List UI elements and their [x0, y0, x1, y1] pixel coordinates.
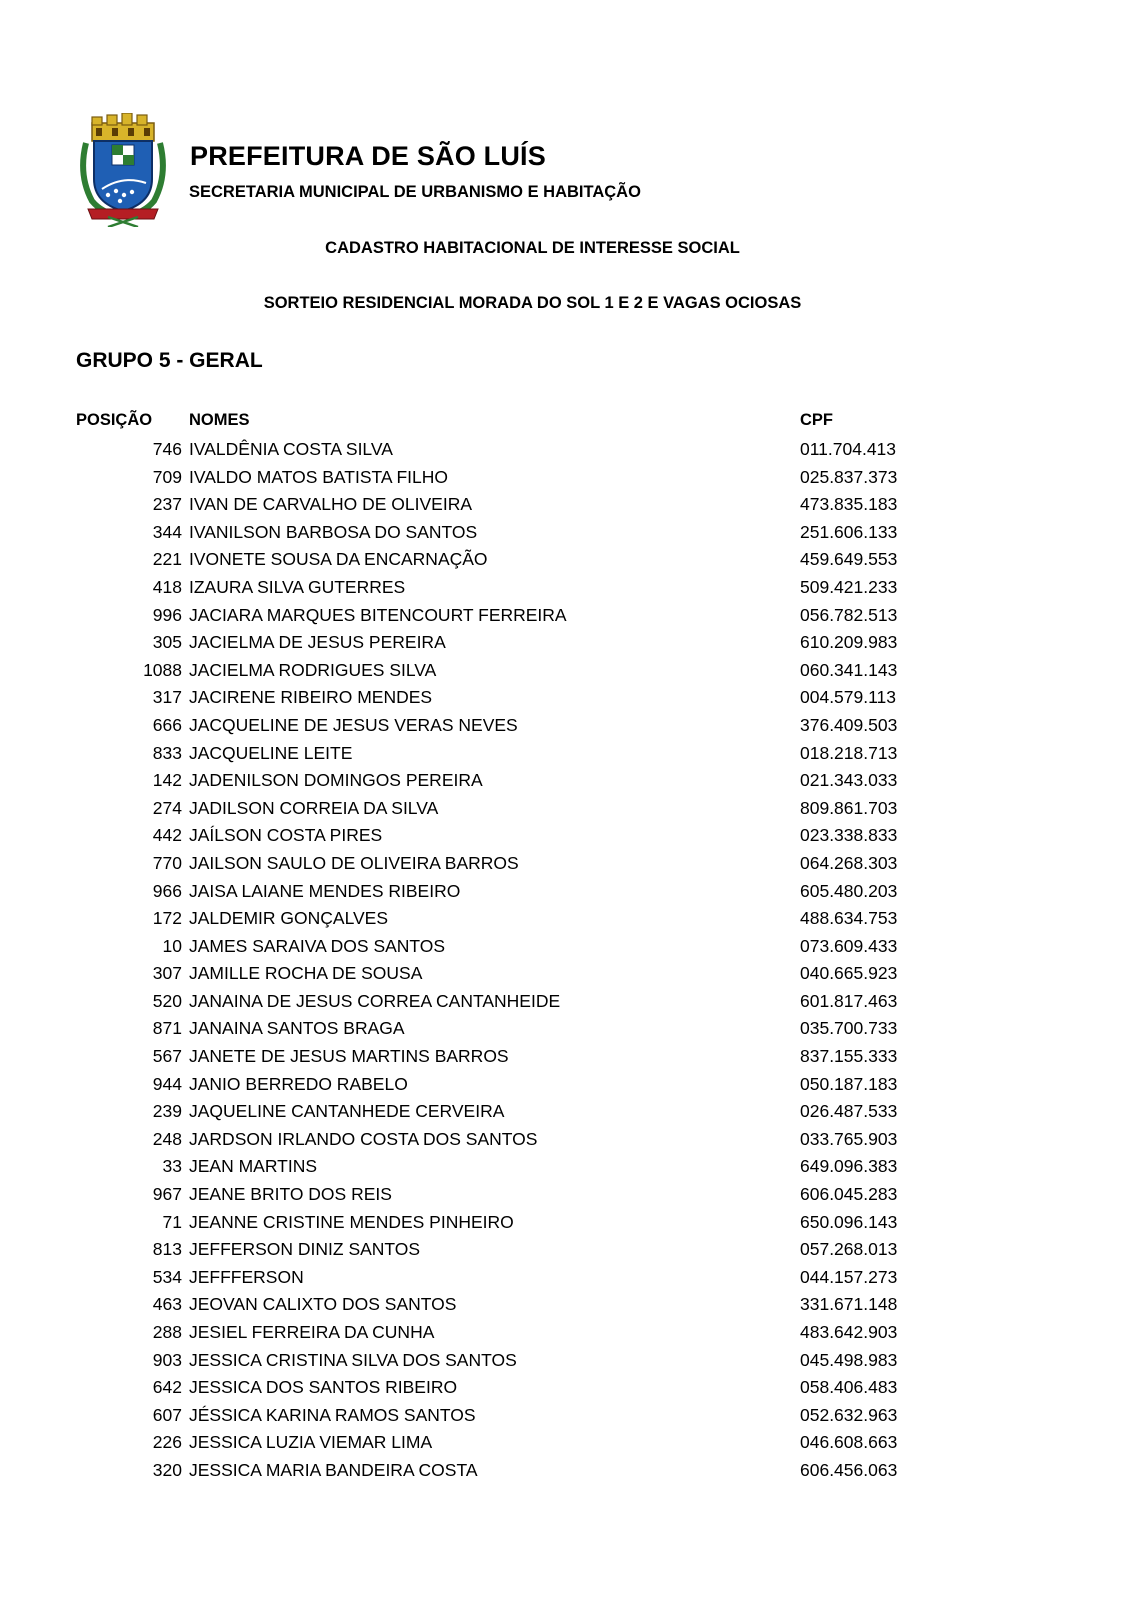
table-row: [0, 1429, 1131, 1457]
table-row: [0, 1071, 1131, 1099]
row-position: 871: [152, 1018, 182, 1039]
table-row: [0, 878, 1131, 906]
row-cpf: 046.608.663: [800, 1432, 898, 1453]
table-row: [0, 905, 1131, 933]
table-row: [0, 491, 1131, 519]
row-cpf: 606.456.063: [800, 1459, 898, 1480]
row-position: 237: [152, 494, 182, 515]
row-cpf: 606.045.283: [800, 1184, 898, 1205]
row-position: 746: [152, 439, 182, 459]
row-name: IZAURA SILVA GUTERRES: [189, 576, 406, 597]
table-row: [0, 657, 1131, 685]
row-cpf: 023.338.833: [800, 825, 898, 846]
row-name: JEAN MARTINS: [189, 1156, 318, 1177]
table-row: [0, 1374, 1131, 1402]
row-cpf: 050.187.183: [800, 1073, 898, 1094]
row-name: JACQUELINE LEITE: [189, 742, 353, 763]
row-name: JEANE BRITO DOS REIS: [189, 1184, 392, 1205]
column-header-name: NOMES: [189, 411, 250, 429]
row-position: 10: [162, 935, 182, 956]
table-row: [0, 1209, 1131, 1237]
row-cpf: 509.421.233: [800, 576, 898, 597]
table-row: [0, 822, 1131, 850]
row-name: JACIELMA RODRIGUES SILVA: [189, 659, 437, 680]
row-cpf: 251.606.133: [800, 521, 898, 542]
row-cpf: 011.704.413: [800, 439, 897, 459]
row-name: JALDEMIR GONÇALVES: [189, 908, 389, 929]
table-row: [0, 574, 1131, 602]
row-name: JACIRENE RIBEIRO MENDES: [189, 687, 433, 708]
row-position: 666: [152, 714, 182, 735]
row-position: 317: [152, 687, 182, 708]
row-name: IVAN DE CARVALHO DE OLIVEIRA: [189, 494, 472, 515]
row-cpf: 056.782.513: [800, 604, 898, 625]
row-name: JACIARA MARQUES BITENCOURT FERREIRA: [189, 604, 567, 625]
table-row: [0, 684, 1131, 712]
row-cpf: 459.649.553: [800, 549, 898, 570]
document-subtitle: SORTEIO RESIDENCIAL MORADA DO SOL 1 E 2 E VAGAS OCIOSAS: [263, 294, 802, 312]
row-position: 172: [152, 908, 182, 929]
table-row: [0, 795, 1131, 823]
row-cpf: 044.157.273: [800, 1266, 898, 1287]
row-cpf: 605.480.203: [800, 880, 898, 901]
column-header-position: POSIÇÃO: [76, 411, 153, 429]
row-name: JAILSON SAULO DE OLIVEIRA BARROS: [189, 852, 519, 873]
row-cpf: 601.817.463: [800, 990, 898, 1011]
table-row: [0, 1153, 1131, 1181]
table-row: [0, 1347, 1131, 1375]
table-row: [0, 933, 1131, 961]
table-row: [0, 712, 1131, 740]
row-position: 226: [152, 1432, 182, 1453]
row-position: 305: [152, 632, 182, 653]
row-name: JESSICA CRISTINA SILVA DOS SANTOS: [189, 1349, 517, 1370]
row-cpf: 064.268.303: [800, 852, 898, 873]
row-cpf: 649.096.383: [800, 1156, 898, 1177]
row-cpf: 073.609.433: [800, 935, 898, 956]
table-row: [0, 519, 1131, 547]
row-position: 307: [152, 963, 182, 984]
row-name: IVONETE SOUSA DA ENCARNAÇÃO: [189, 549, 488, 570]
table-row: [0, 546, 1131, 574]
row-cpf: 040.665.923: [800, 963, 898, 984]
row-position: 607: [152, 1404, 182, 1425]
table-row: [0, 1043, 1131, 1071]
row-name: JANIO BERREDO RABELO: [189, 1073, 408, 1094]
row-position: 520: [152, 990, 182, 1011]
table-row: [0, 1015, 1131, 1043]
row-cpf: 052.632.963: [800, 1404, 898, 1425]
row-position: 903: [152, 1349, 182, 1370]
row-position: 567: [152, 1046, 182, 1067]
row-position: 418: [152, 576, 182, 597]
row-position: 344: [152, 521, 182, 542]
row-name: JEFFFERSON: [189, 1266, 304, 1287]
row-name: JEOVAN CALIXTO DOS SANTOS: [189, 1294, 457, 1315]
row-position: 709: [152, 466, 182, 487]
row-position: 1088: [143, 659, 182, 680]
row-position: 944: [152, 1073, 182, 1094]
row-position: 239: [152, 1101, 182, 1122]
row-position: 221: [152, 549, 182, 570]
document-title: CADASTRO HABITACIONAL DE INTERESSE SOCIAL: [325, 239, 740, 257]
row-cpf: 035.700.733: [800, 1018, 898, 1039]
row-cpf: 021.343.033: [800, 770, 898, 791]
row-position: 996: [152, 604, 182, 625]
row-name: IVALDÊNIA COSTA SILVA: [189, 439, 393, 459]
table-row: [0, 602, 1131, 630]
row-cpf: 488.634.753: [800, 908, 898, 929]
row-name: IVALDO MATOS BATISTA FILHO: [189, 466, 448, 487]
table-row: [0, 1457, 1131, 1485]
row-name: JESSICA LUZIA VIEMAR LIMA: [189, 1432, 433, 1453]
table-row: [0, 988, 1131, 1016]
row-position: 288: [152, 1322, 182, 1342]
row-cpf: 057.268.013: [800, 1239, 898, 1260]
row-name: JAISA LAIANE MENDES RIBEIRO: [189, 880, 461, 901]
row-cpf: 473.835.183: [800, 494, 898, 515]
row-position: 967: [152, 1184, 182, 1205]
results-table: [0, 436, 1131, 1485]
row-name: JESSICA MARIA BANDEIRA COSTA: [189, 1459, 478, 1480]
row-cpf: 331.671.148: [800, 1294, 898, 1315]
row-name: JACIELMA DE JESUS PEREIRA: [189, 632, 446, 653]
table-row: [0, 1264, 1131, 1292]
table-row: [0, 1291, 1131, 1319]
row-position: 142: [152, 770, 182, 791]
row-cpf: 837.155.333: [800, 1046, 898, 1067]
row-position: 966: [152, 880, 182, 901]
table-row: [0, 1098, 1131, 1126]
row-name: JACQUELINE DE JESUS VERAS NEVES: [189, 714, 518, 735]
row-name: JESSICA DOS SANTOS RIBEIRO: [189, 1377, 458, 1398]
row-cpf: 483.642.903: [800, 1322, 898, 1342]
group-heading: GRUPO 5 - GERAL: [76, 349, 263, 372]
row-name: JÉSSICA KARINA RAMOS SANTOS: [189, 1404, 476, 1425]
row-position: 274: [152, 797, 182, 818]
table-row: [0, 1181, 1131, 1209]
row-name: JANAINA DE JESUS CORREA CANTANHEIDE: [189, 990, 561, 1011]
table-row: [0, 629, 1131, 657]
row-name: JAÍLSON COSTA PIRES: [189, 825, 383, 846]
row-position: 33: [162, 1156, 182, 1177]
row-name: JANAINA SANTOS BRAGA: [189, 1018, 405, 1039]
row-cpf: 033.765.903: [800, 1128, 898, 1149]
row-name: JANETE DE JESUS MARTINS BARROS: [189, 1046, 509, 1067]
row-cpf: 026.487.533: [800, 1101, 898, 1122]
organization-title: PREFEITURA DE SÃO LUÍS: [190, 141, 546, 171]
row-name: JEFFERSON DINIZ SANTOS: [189, 1239, 421, 1260]
row-cpf: 004.579.113: [800, 687, 897, 708]
row-position: 71: [162, 1211, 182, 1232]
row-position: 320: [152, 1459, 182, 1480]
table-row: [0, 1402, 1131, 1430]
row-position: 642: [152, 1377, 182, 1398]
organization-subtitle: SECRETARIA MUNICIPAL DE URBANISMO E HABITAÇÃO: [189, 183, 641, 201]
row-cpf: 058.406.483: [800, 1377, 898, 1398]
table-row: [0, 1236, 1131, 1264]
row-name: JARDSON IRLANDO COSTA DOS SANTOS: [189, 1128, 538, 1149]
coat-of-arms-icon: [78, 113, 168, 227]
row-cpf: 025.837.373: [800, 466, 898, 487]
table-row: [0, 436, 1131, 464]
row-cpf: 610.209.983: [800, 632, 898, 653]
table-row: [0, 464, 1131, 492]
table-row: [0, 767, 1131, 795]
row-cpf: 060.341.143: [800, 659, 898, 680]
row-position: 770: [152, 852, 182, 873]
row-name: JAQUELINE CANTANHEDE CERVEIRA: [189, 1101, 505, 1122]
row-position: 813: [152, 1239, 182, 1260]
row-name: JAMES SARAIVA DOS SANTOS: [189, 935, 446, 956]
row-name: JADENILSON DOMINGOS PEREIRA: [189, 770, 483, 791]
row-name: JAMILLE ROCHA DE SOUSA: [189, 963, 423, 984]
row-cpf: 018.218.713: [800, 742, 898, 763]
table-row: [0, 740, 1131, 768]
row-position: 833: [152, 742, 182, 763]
row-cpf: 650.096.143: [800, 1211, 898, 1232]
table-row: [0, 960, 1131, 988]
row-cpf: 809.861.703: [800, 797, 898, 818]
row-name: JEANNE CRISTINE MENDES PINHEIRO: [189, 1211, 514, 1232]
table-row: [0, 1126, 1131, 1154]
table-row: [0, 1319, 1131, 1347]
row-position: 463: [152, 1294, 182, 1315]
row-name: IVANILSON BARBOSA DO SANTOS: [189, 521, 478, 542]
row-name: JESIEL FERREIRA DA CUNHA: [189, 1322, 435, 1342]
row-cpf: 376.409.503: [800, 714, 898, 735]
table-row: [0, 850, 1131, 878]
column-header-cpf: CPF: [800, 411, 833, 429]
row-name: JADILSON CORREIA DA SILVA: [189, 797, 439, 818]
row-position: 534: [152, 1266, 182, 1287]
row-cpf: 045.498.983: [800, 1349, 898, 1370]
row-position: 248: [152, 1128, 182, 1149]
row-position: 442: [152, 825, 182, 846]
